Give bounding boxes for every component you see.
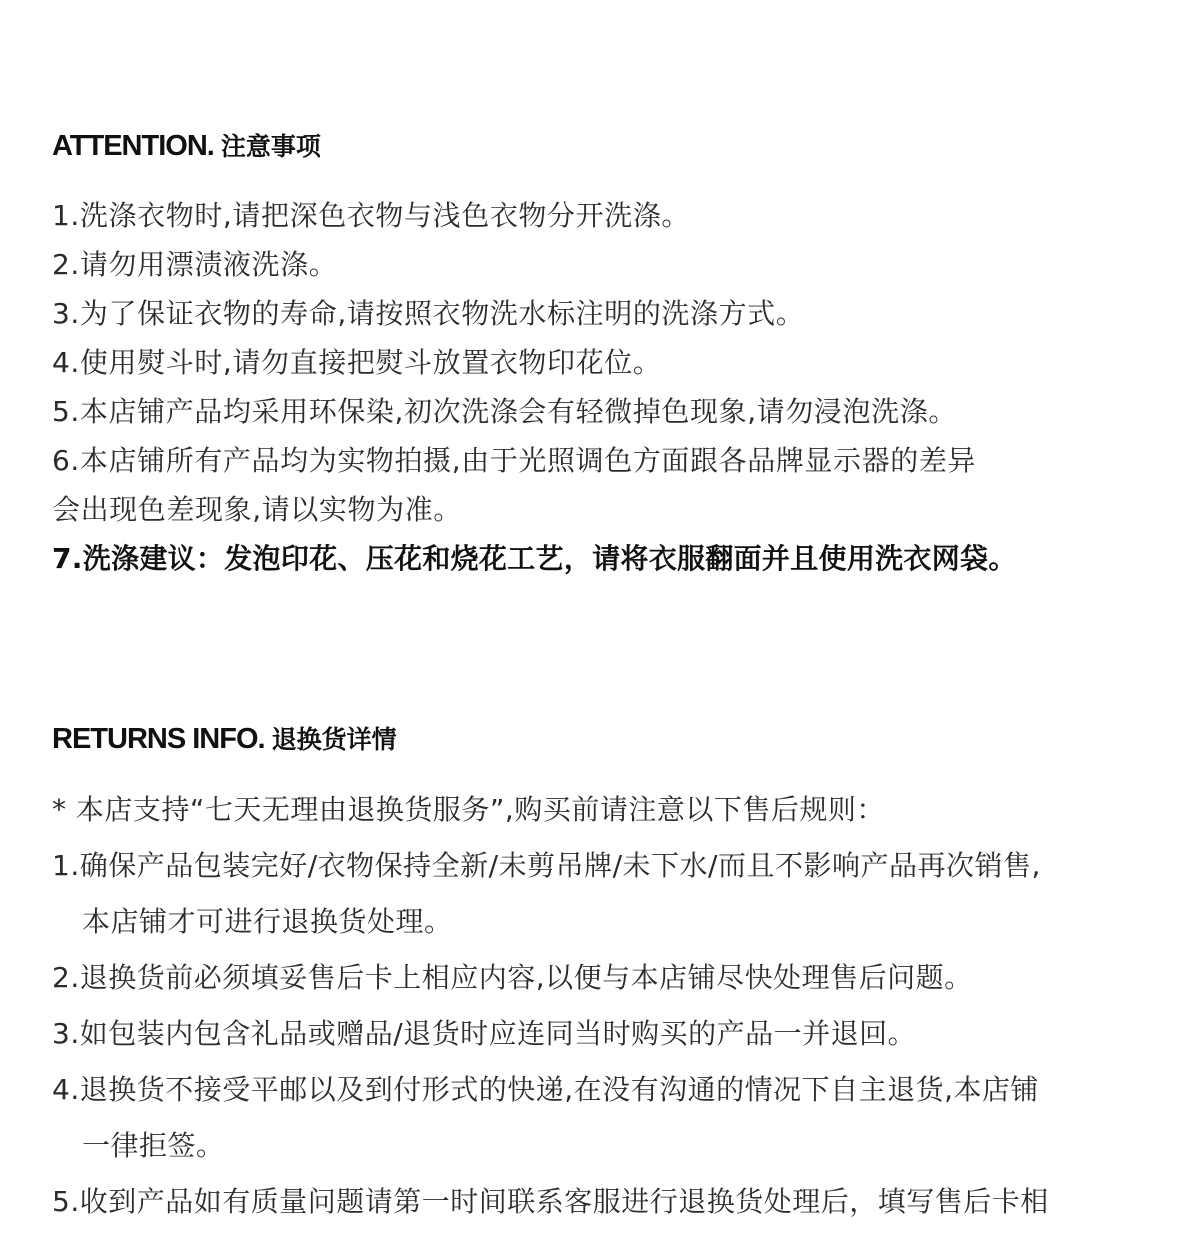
returns-item-4-continued: 一律拒签。 [82,1129,225,1162]
attention-item-6-continued: 会出现色差现象,请以实物为准。 [52,493,462,526]
attention-heading-cn: 注意事项 [220,132,321,161]
attention-item-7-washing-advice: 7.洗涤建议：发泡印花、压花和烧花工艺，请将衣服翻面并且使用洗衣网袋。 [52,542,1017,575]
returns-section [52,715,1170,1230]
attention-item-1: 1.洗涤衣物时,请把深色衣物与浅色衣物分开洗涤。 [52,199,691,232]
returns-item-1-continued: 本店铺才可进行退换货处理。 [82,905,453,938]
returns-heading-cn: 退换货详情 [271,725,397,754]
attention-item-6: 6.本店铺所有产品均为实物拍摄,由于光照调色方面跟各品牌显示器的差异 [52,444,977,477]
attention-item-3: 3.为了保证衣物的寿命,请按照衣物洗水标注明的洗涤方式。 [52,297,805,330]
attention-heading [52,122,1170,170]
returns-intro: * 本店支持“七天无理由退换货服务”,购买前请注意以下售后规则： [52,793,885,826]
returns-item-3: 3.如包装内包含礼品或赠品/退货时应连同当时购买的产品一并退回。 [52,1017,917,1050]
returns-heading-en: RETURNS INFO. [52,723,265,755]
attention-section [52,122,1170,583]
attention-item-2: 2.请勿用漂渍液洗涤。 [52,248,338,281]
returns-item-2: 2.退换货前必须填妥售后卡上相应内容,以便与本店铺尽快处理售后问题。 [52,961,973,994]
returns-item-5: 5.收到产品如有质量问题请第一时间联系客服进行退换货处理后，填写售后卡相 [52,1185,1049,1218]
returns-item-1: 1.确保产品包装完好/衣物保持全新/未剪吊牌/未下水/而且不影响产品再次销售, [52,849,1041,882]
attention-heading-en: ATTENTION. [52,130,214,162]
attention-item-5: 5.本店铺产品均采用环保染,初次洗涤会有轻微掉色现象,请勿浸泡洗涤。 [52,395,957,428]
attention-item-4: 4.使用熨斗时,请勿直接把熨斗放置衣物印花位。 [52,346,662,379]
attention-list [52,191,1170,583]
returns-item-4: 4.退换货不接受平邮以及到付形式的快递,在没有沟通的情况下自主退货,本店铺 [52,1073,1040,1106]
returns-heading [52,715,1170,763]
returns-list [52,782,1170,1230]
